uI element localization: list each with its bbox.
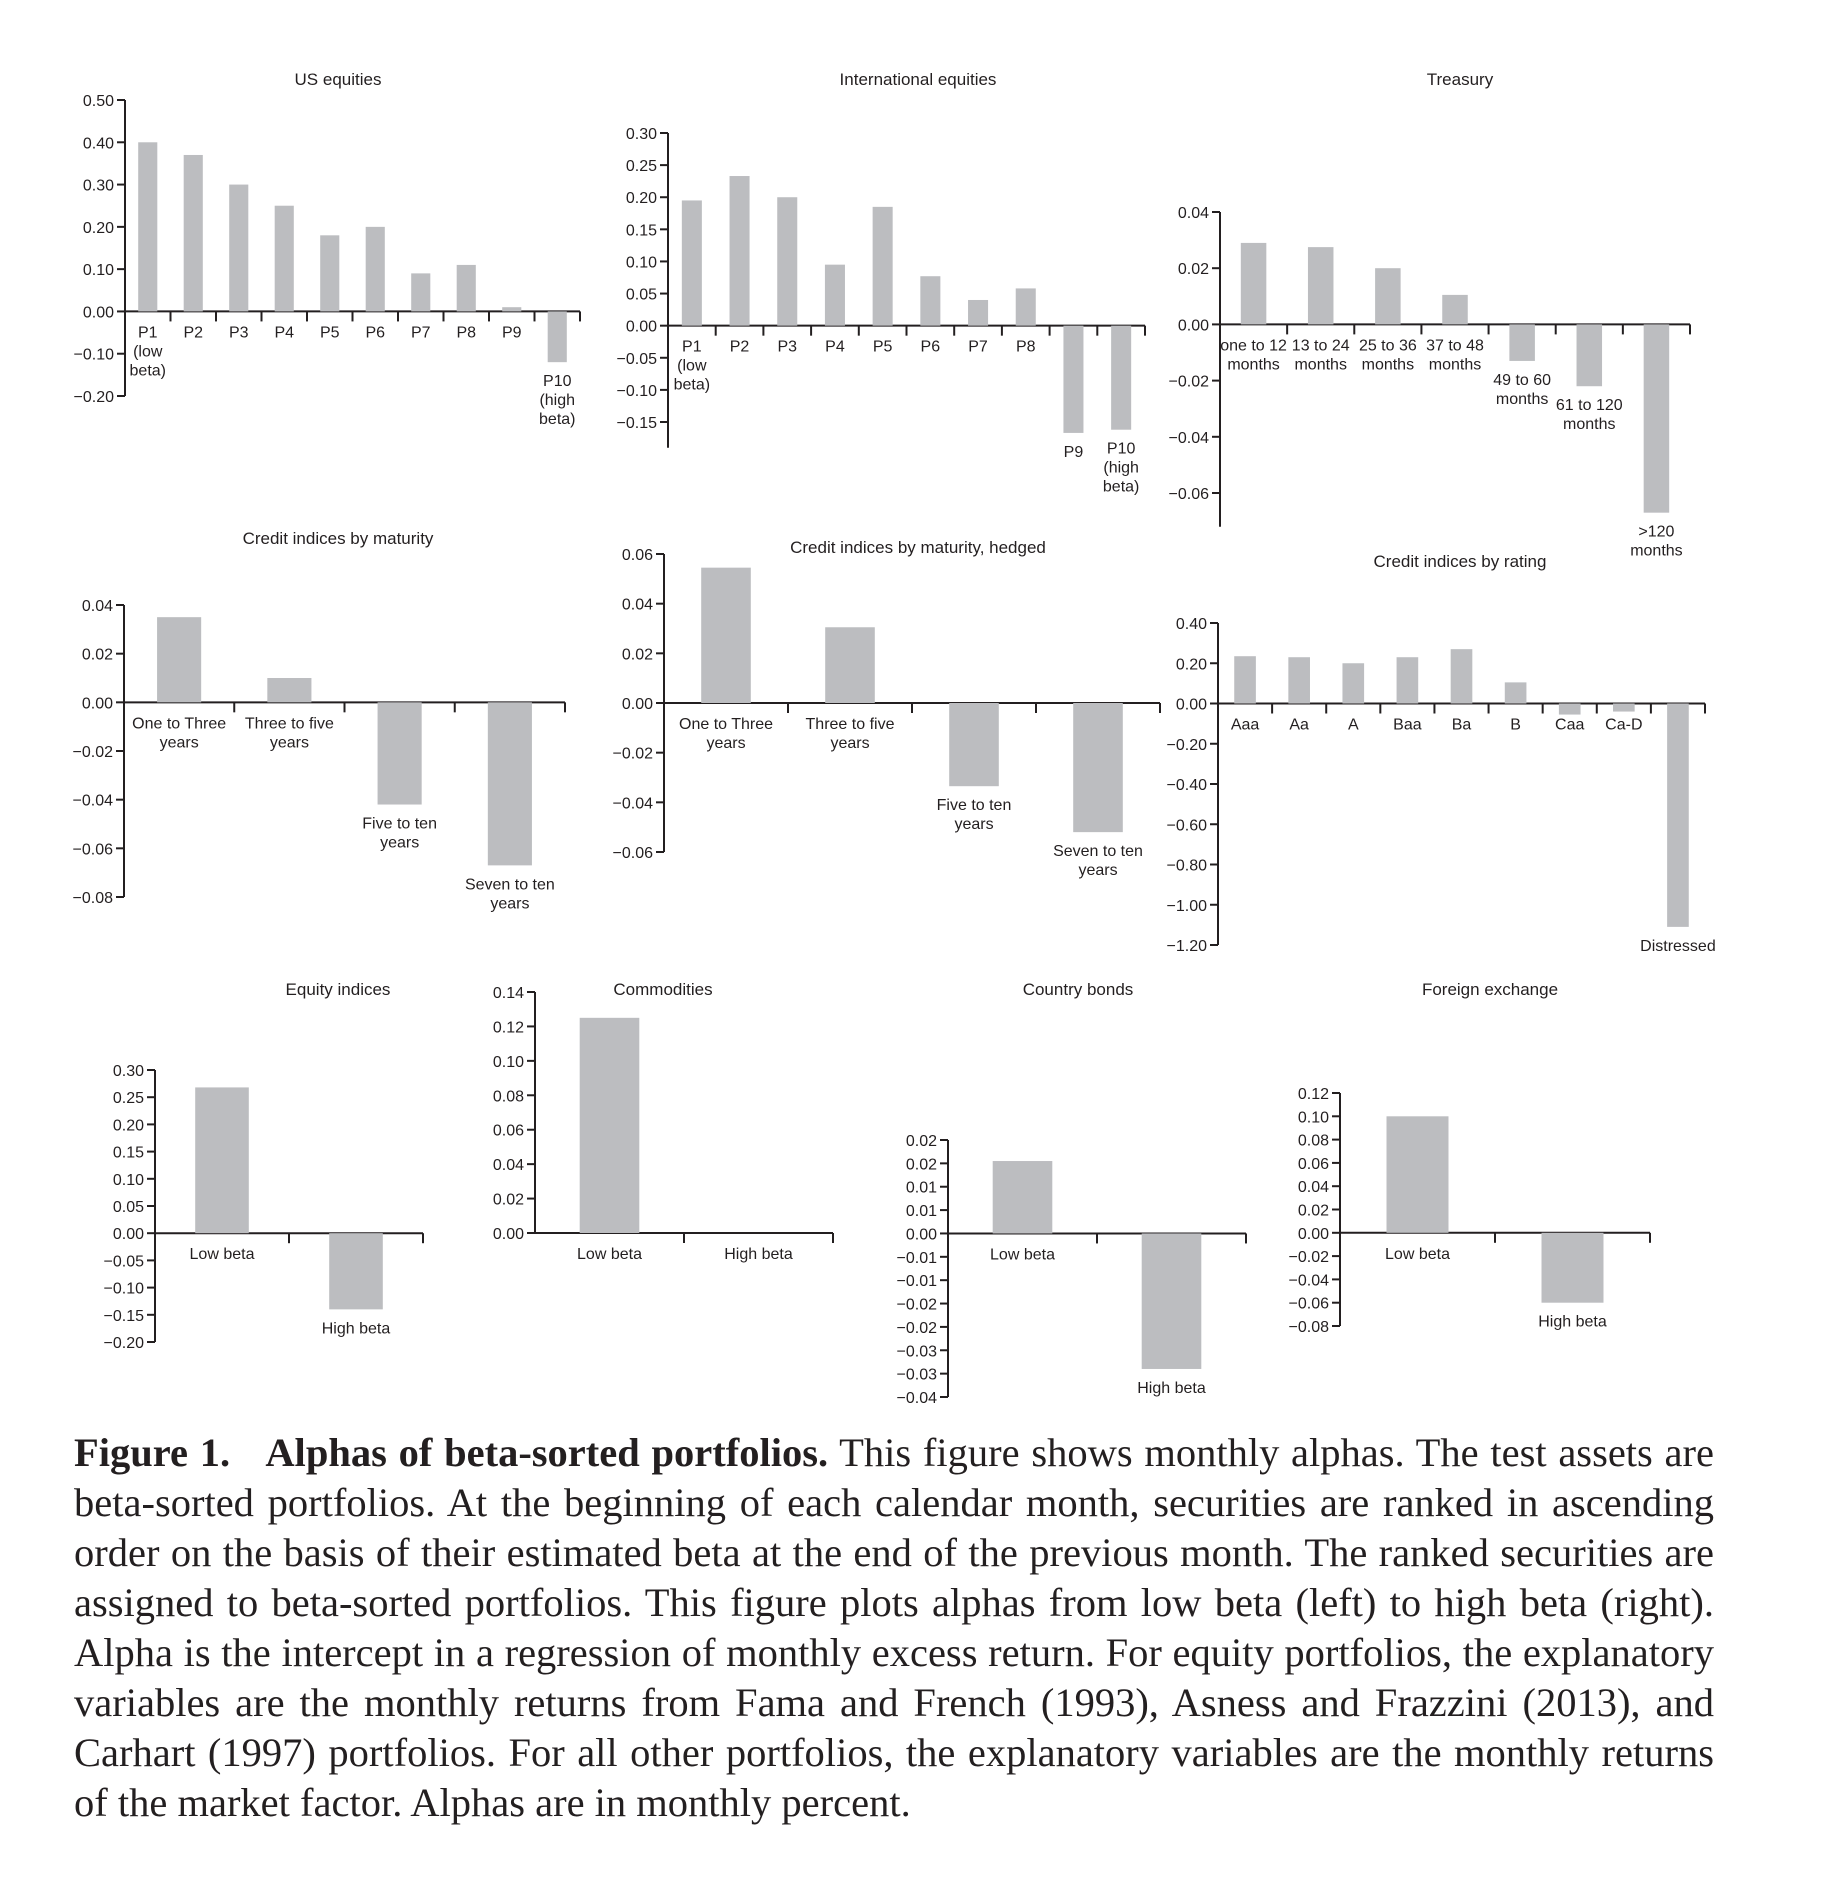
bar-international-equities-4: [873, 207, 893, 326]
y-tick-label: −1.20: [1166, 938, 1207, 955]
bar-credit-maturity-1: [267, 678, 311, 702]
y-tick-label: 0.05: [625, 286, 657, 304]
category-label: beta): [129, 362, 166, 380]
category-label: P9: [1063, 443, 1084, 461]
category-label: (high: [539, 392, 576, 410]
bar-us-equities-7: [457, 265, 476, 312]
y-tick-label: 0.40: [82, 135, 114, 153]
bar-us-equities-2: [229, 185, 248, 312]
chart-equity-indices: [104, 980, 423, 1352]
y-tick-label: 0.02: [1297, 1202, 1329, 1220]
y-tick-label: 0.00: [1297, 1225, 1329, 1243]
y-tick-label: −0.06: [1168, 486, 1209, 503]
bar-treasury-3: [1442, 295, 1468, 325]
category-label: Three to five: [244, 715, 334, 733]
category-label: Low beta: [990, 1246, 1055, 1264]
bar-international-equities-9: [1111, 326, 1131, 430]
category-label: P1: [682, 338, 702, 356]
bar-credit-rating-2: [1342, 663, 1364, 703]
y-tick-label: 0.20: [112, 1117, 144, 1135]
chart-credit-maturity: [73, 529, 565, 912]
y-tick-label: −0.01: [896, 1273, 937, 1291]
category-label: P3: [777, 338, 798, 356]
bar-credit-rating-3: [1397, 657, 1419, 703]
y-tick-label: 0.04: [492, 1157, 524, 1175]
y-tick-label: −0.04: [1288, 1272, 1329, 1290]
bar-us-equities-4: [320, 235, 339, 311]
y-tick-label: 0.04: [621, 596, 653, 614]
category-label: months: [1495, 390, 1549, 408]
y-tick-label: 0.04: [81, 598, 113, 615]
y-tick-label: −0.02: [1288, 1249, 1329, 1267]
chart-country-bonds: [897, 980, 1246, 1407]
y-tick-label: −0.04: [1168, 429, 1209, 447]
bar-international-equities-1: [730, 176, 750, 326]
bar-international-equities-6: [968, 300, 988, 326]
y-tick-label: 0.04: [1177, 205, 1209, 222]
category-label: years: [830, 735, 870, 752]
category-label: years: [159, 734, 199, 752]
bar-international-equities-7: [1016, 288, 1036, 325]
y-tick-label: −0.80: [1166, 857, 1207, 875]
category-label: (low: [133, 343, 163, 361]
category-label: A: [1347, 716, 1359, 734]
category-label: High beta: [1137, 1379, 1206, 1397]
chart-foreign-exchange: [1289, 980, 1650, 1336]
y-tick-label: 0.02: [905, 1156, 937, 1174]
y-tick-label: 0.40: [1175, 616, 1207, 633]
y-tick-label: −0.10: [73, 346, 114, 364]
y-tick-label: 0.12: [492, 1019, 524, 1037]
category-label: P10: [1106, 440, 1136, 458]
category-label: months: [1227, 356, 1280, 374]
y-tick-label: 0.00: [492, 1226, 524, 1243]
category-label: P7: [410, 324, 431, 342]
category-label: P8: [456, 324, 477, 342]
category-label: >120: [1638, 523, 1675, 541]
y-tick-label: 0.00: [82, 304, 114, 322]
y-tick-label: 0.06: [1297, 1155, 1329, 1173]
bar-credit-maturity-hedged-0: [701, 568, 751, 703]
y-tick-label: 0.10: [625, 254, 657, 272]
bar-credit-rating-4: [1451, 649, 1473, 703]
y-tick-label: −0.06: [612, 845, 653, 862]
category-label: (high: [1103, 459, 1139, 477]
bar-us-equities-3: [275, 206, 294, 312]
category-label: High beta: [321, 1320, 391, 1338]
chart-title: Credit indices by maturity, hedged: [790, 538, 1046, 557]
category-label: years: [380, 834, 420, 852]
y-tick-label: 0.10: [1297, 1109, 1329, 1127]
category-label: P7: [968, 338, 988, 356]
chart-commodities: [493, 980, 833, 1263]
y-tick-label: 0.14: [492, 985, 524, 1002]
bar-international-equities-3: [825, 265, 845, 326]
bar-treasury-0: [1241, 243, 1267, 324]
figure-label: Figure 1.: [74, 1430, 231, 1475]
chart-title: Country bonds: [1022, 980, 1134, 999]
y-tick-label: −0.40: [1166, 777, 1207, 794]
y-tick-label: 0.00: [81, 695, 113, 713]
y-tick-label: −0.02: [1168, 373, 1209, 391]
category-label: years: [1078, 862, 1118, 880]
category-label: P10: [543, 373, 572, 391]
y-tick-label: 0.15: [112, 1144, 144, 1162]
bar-commodities-0: [580, 1018, 640, 1233]
category-label: months: [1294, 356, 1347, 374]
y-tick-label: −0.20: [73, 389, 114, 406]
category-label: P5: [872, 338, 893, 356]
y-tick-label: 0.02: [621, 646, 653, 664]
bar-us-equities-6: [411, 273, 430, 311]
y-tick-label: 0.20: [625, 190, 657, 208]
bar-credit-maturity-3: [488, 702, 532, 865]
y-tick-label: 0.05: [112, 1199, 144, 1216]
y-tick-label: −0.06: [72, 841, 113, 859]
bar-us-equities-1: [184, 155, 203, 311]
y-tick-label: 0.01: [905, 1179, 937, 1197]
category-label: 37 to 48: [1426, 337, 1484, 355]
y-tick-label: 0.00: [112, 1226, 144, 1244]
y-tick-label: −0.10: [616, 382, 657, 400]
y-tick-label: −0.60: [1166, 817, 1207, 835]
category-label: years: [954, 816, 994, 834]
category-label: 25 to 36: [1358, 337, 1417, 355]
bar-us-equities-9: [548, 311, 567, 362]
category-label: one to 12: [1220, 337, 1287, 355]
category-label: Low beta: [1385, 1245, 1450, 1263]
category-label: Aa: [1289, 716, 1309, 734]
category-label: Aaa: [1230, 716, 1260, 734]
category-label: P4: [825, 338, 845, 356]
bar-credit-maturity-hedged-2: [949, 703, 999, 786]
bar-credit-maturity-0: [157, 617, 201, 702]
chart-title: Treasury: [1426, 70, 1494, 89]
y-tick-label: −0.02: [72, 744, 113, 761]
bar-international-equities-5: [920, 276, 940, 325]
y-tick-label: 0.10: [112, 1171, 144, 1189]
y-tick-label: −0.20: [103, 1335, 144, 1352]
figure-caption: [74, 1428, 1714, 1828]
y-tick-label: 0.20: [82, 219, 114, 237]
y-tick-label: −0.04: [72, 792, 113, 810]
category-label: B: [1510, 716, 1521, 734]
y-tick-label: −0.02: [896, 1296, 937, 1314]
bar-international-equities-8: [1063, 326, 1083, 433]
y-tick-label: 0.06: [492, 1122, 524, 1140]
category-label: years: [269, 734, 309, 752]
y-tick-label: −0.06: [1288, 1295, 1329, 1313]
bar-credit-rating-1: [1288, 657, 1310, 703]
y-tick-label: 0.10: [82, 262, 114, 280]
y-tick-label: 0.30: [112, 1063, 144, 1080]
bar-credit-maturity-hedged-3: [1073, 703, 1123, 832]
y-tick-label: 0.10: [492, 1053, 524, 1071]
category-label: One to Three: [132, 715, 227, 733]
y-tick-label: 0.25: [625, 158, 657, 176]
category-label: years: [490, 895, 530, 913]
y-tick-label: −0.03: [896, 1366, 937, 1384]
category-label: P8: [1015, 338, 1036, 356]
chart-credit-rating: [1167, 552, 1716, 955]
bar-credit-maturity-2: [378, 702, 422, 804]
category-label: months: [1630, 542, 1683, 560]
bar-us-equities-0: [138, 142, 157, 311]
category-label: Three to five: [805, 716, 895, 733]
bar-credit-rating-5: [1505, 682, 1527, 703]
category-label: Low beta: [189, 1246, 255, 1264]
y-tick-label: 0.50: [82, 93, 114, 110]
chart-title: Credit indices by maturity: [242, 529, 434, 548]
y-tick-label: −0.15: [103, 1307, 144, 1325]
category-label: beta): [1102, 478, 1140, 496]
category-label: P4: [274, 324, 295, 342]
category-label: P2: [729, 338, 750, 356]
y-tick-label: 0.15: [625, 222, 657, 240]
category-label: Distressed: [1640, 937, 1716, 955]
y-tick-label: 0.08: [492, 1088, 524, 1106]
category-label: P6: [365, 324, 386, 342]
category-label: Seven to ten: [464, 876, 555, 894]
y-tick-label: 0.00: [1177, 317, 1209, 335]
category-label: Ba: [1451, 716, 1472, 734]
bar-international-equities-2: [777, 197, 797, 325]
category-label: High beta: [724, 1246, 793, 1263]
bar-credit-rating-0: [1234, 656, 1256, 703]
chart-title: US equities: [294, 70, 382, 89]
category-label: years: [706, 735, 746, 752]
chart-title: Foreign exchange: [1421, 980, 1559, 999]
bar-equity-indices-1: [329, 1233, 383, 1309]
bar-treasury-5: [1577, 324, 1603, 386]
y-tick-label: 0.01: [905, 1203, 937, 1221]
category-label: beta): [539, 411, 576, 429]
y-tick-label: 0.00: [1175, 696, 1207, 714]
y-tick-label: 0.00: [905, 1226, 937, 1244]
y-tick-label: −0.02: [612, 745, 653, 763]
chart-title: Equity indices: [285, 980, 391, 999]
category-label: P9: [501, 324, 522, 342]
chart-title: Commodities: [613, 980, 713, 999]
category-label: One to Three: [679, 716, 773, 733]
category-label: (low: [677, 357, 707, 375]
category-label: Caa: [1555, 716, 1585, 734]
figure-title: Alphas of beta-sorted portfolios.: [265, 1430, 829, 1475]
category-label: P3: [228, 324, 249, 342]
category-label: months: [1428, 356, 1482, 374]
bar-country-bonds-1: [1142, 1233, 1202, 1369]
y-tick-label: 0.30: [625, 126, 657, 143]
y-tick-label: 0.04: [1297, 1179, 1329, 1197]
category-label: High beta: [1538, 1313, 1607, 1331]
bar-foreign-exchange-1: [1542, 1233, 1604, 1303]
y-tick-label: −0.20: [1166, 736, 1207, 754]
category-label: P5: [319, 324, 340, 342]
y-tick-label: 0.30: [82, 177, 114, 195]
category-label: Baa: [1393, 716, 1422, 734]
category-label: months: [1361, 356, 1415, 374]
bar-treasury-2: [1375, 268, 1401, 324]
bar-country-bonds-0: [993, 1161, 1053, 1233]
category-label: Seven to ten: [1053, 843, 1143, 861]
y-tick-label: −0.01: [896, 1249, 937, 1267]
bar-credit-rating-7: [1613, 704, 1635, 712]
category-label: Five to ten: [936, 797, 1012, 815]
bar-treasury-1: [1308, 247, 1334, 324]
y-tick-label: 0.02: [1177, 261, 1209, 279]
y-tick-label: −0.02: [896, 1319, 937, 1337]
y-tick-label: −0.08: [72, 890, 113, 907]
y-tick-label: 0.06: [621, 547, 653, 564]
category-label: Low beta: [577, 1246, 642, 1263]
y-tick-label: −0.04: [612, 795, 653, 813]
y-tick-label: 0.02: [905, 1133, 937, 1150]
category-label: Five to ten: [362, 815, 437, 833]
y-tick-label: −0.05: [616, 350, 657, 368]
bar-equity-indices-0: [195, 1087, 249, 1233]
y-tick-label: −0.05: [103, 1253, 144, 1271]
y-tick-label: 0.02: [81, 646, 113, 664]
y-tick-label: 0.25: [112, 1090, 144, 1108]
y-tick-label: −0.08: [1288, 1319, 1329, 1336]
category-label: 61 to 120: [1555, 397, 1623, 415]
bar-us-equities-5: [366, 227, 385, 312]
y-tick-label: −0.04: [896, 1390, 937, 1407]
chart-us-equities: [74, 70, 580, 428]
y-tick-label: 0.20: [1175, 656, 1207, 674]
bar-foreign-exchange-0: [1387, 1116, 1449, 1233]
bar-credit-rating-6: [1559, 704, 1581, 715]
y-tick-label: 0.08: [1297, 1132, 1329, 1150]
y-tick-label: 0.02: [492, 1191, 524, 1209]
bar-credit-maturity-hedged-1: [825, 627, 875, 703]
chart-treasury: [1169, 70, 1690, 560]
y-tick-label: −0.15: [616, 415, 657, 432]
category-label: P2: [183, 324, 204, 342]
y-tick-label: 0.12: [1297, 1086, 1329, 1103]
y-tick-label: −0.03: [896, 1343, 937, 1361]
bar-credit-rating-8: [1667, 704, 1689, 927]
category-label: 49 to 60: [1493, 371, 1552, 389]
figure-caption-text: This figure shows monthly alphas. The test assets are beta-sorted portfolios. At the beginning of each calendar month, securities are ranked in ascending order on the basis of their estimated beta at the end of the previous month. The ranked securities are assigned to beta-sorted portfolios. This figure plots alphas from low beta (left) to high beta (right). Alpha is the intercept in a regression of monthly excess return. For equity portfolios, the explanatory variables are the monthly returns from Fama and French (1993), Asness and Frazzini (2013), and Carhart (1997) portfolios. For all other portfolios, the explanatory variables are the monthly returns of the market factor. Alphas are in monthly percent.: [74, 1430, 1714, 1825]
chart-credit-maturity-hedged: [613, 538, 1160, 879]
chart-international-equities: [617, 70, 1145, 496]
category-label: months: [1563, 416, 1616, 434]
bar-treasury-6: [1644, 324, 1670, 512]
y-tick-label: −0.10: [103, 1280, 144, 1298]
chart-title: International equities: [839, 70, 997, 89]
y-tick-label: 0.00: [625, 318, 657, 336]
category-label: P1: [137, 324, 158, 342]
bar-us-equities-8: [502, 307, 521, 311]
category-label: P6: [920, 338, 941, 356]
y-tick-label: −1.00: [1166, 897, 1207, 915]
category-label: Ca-D: [1605, 716, 1643, 734]
chart-title: Credit indices by rating: [1373, 552, 1547, 571]
bar-treasury-4: [1509, 324, 1535, 361]
bar-international-equities-0: [682, 200, 702, 325]
category-label: beta): [673, 376, 711, 394]
category-label: 13 to 24: [1291, 337, 1350, 355]
y-tick-label: 0.00: [621, 696, 653, 713]
